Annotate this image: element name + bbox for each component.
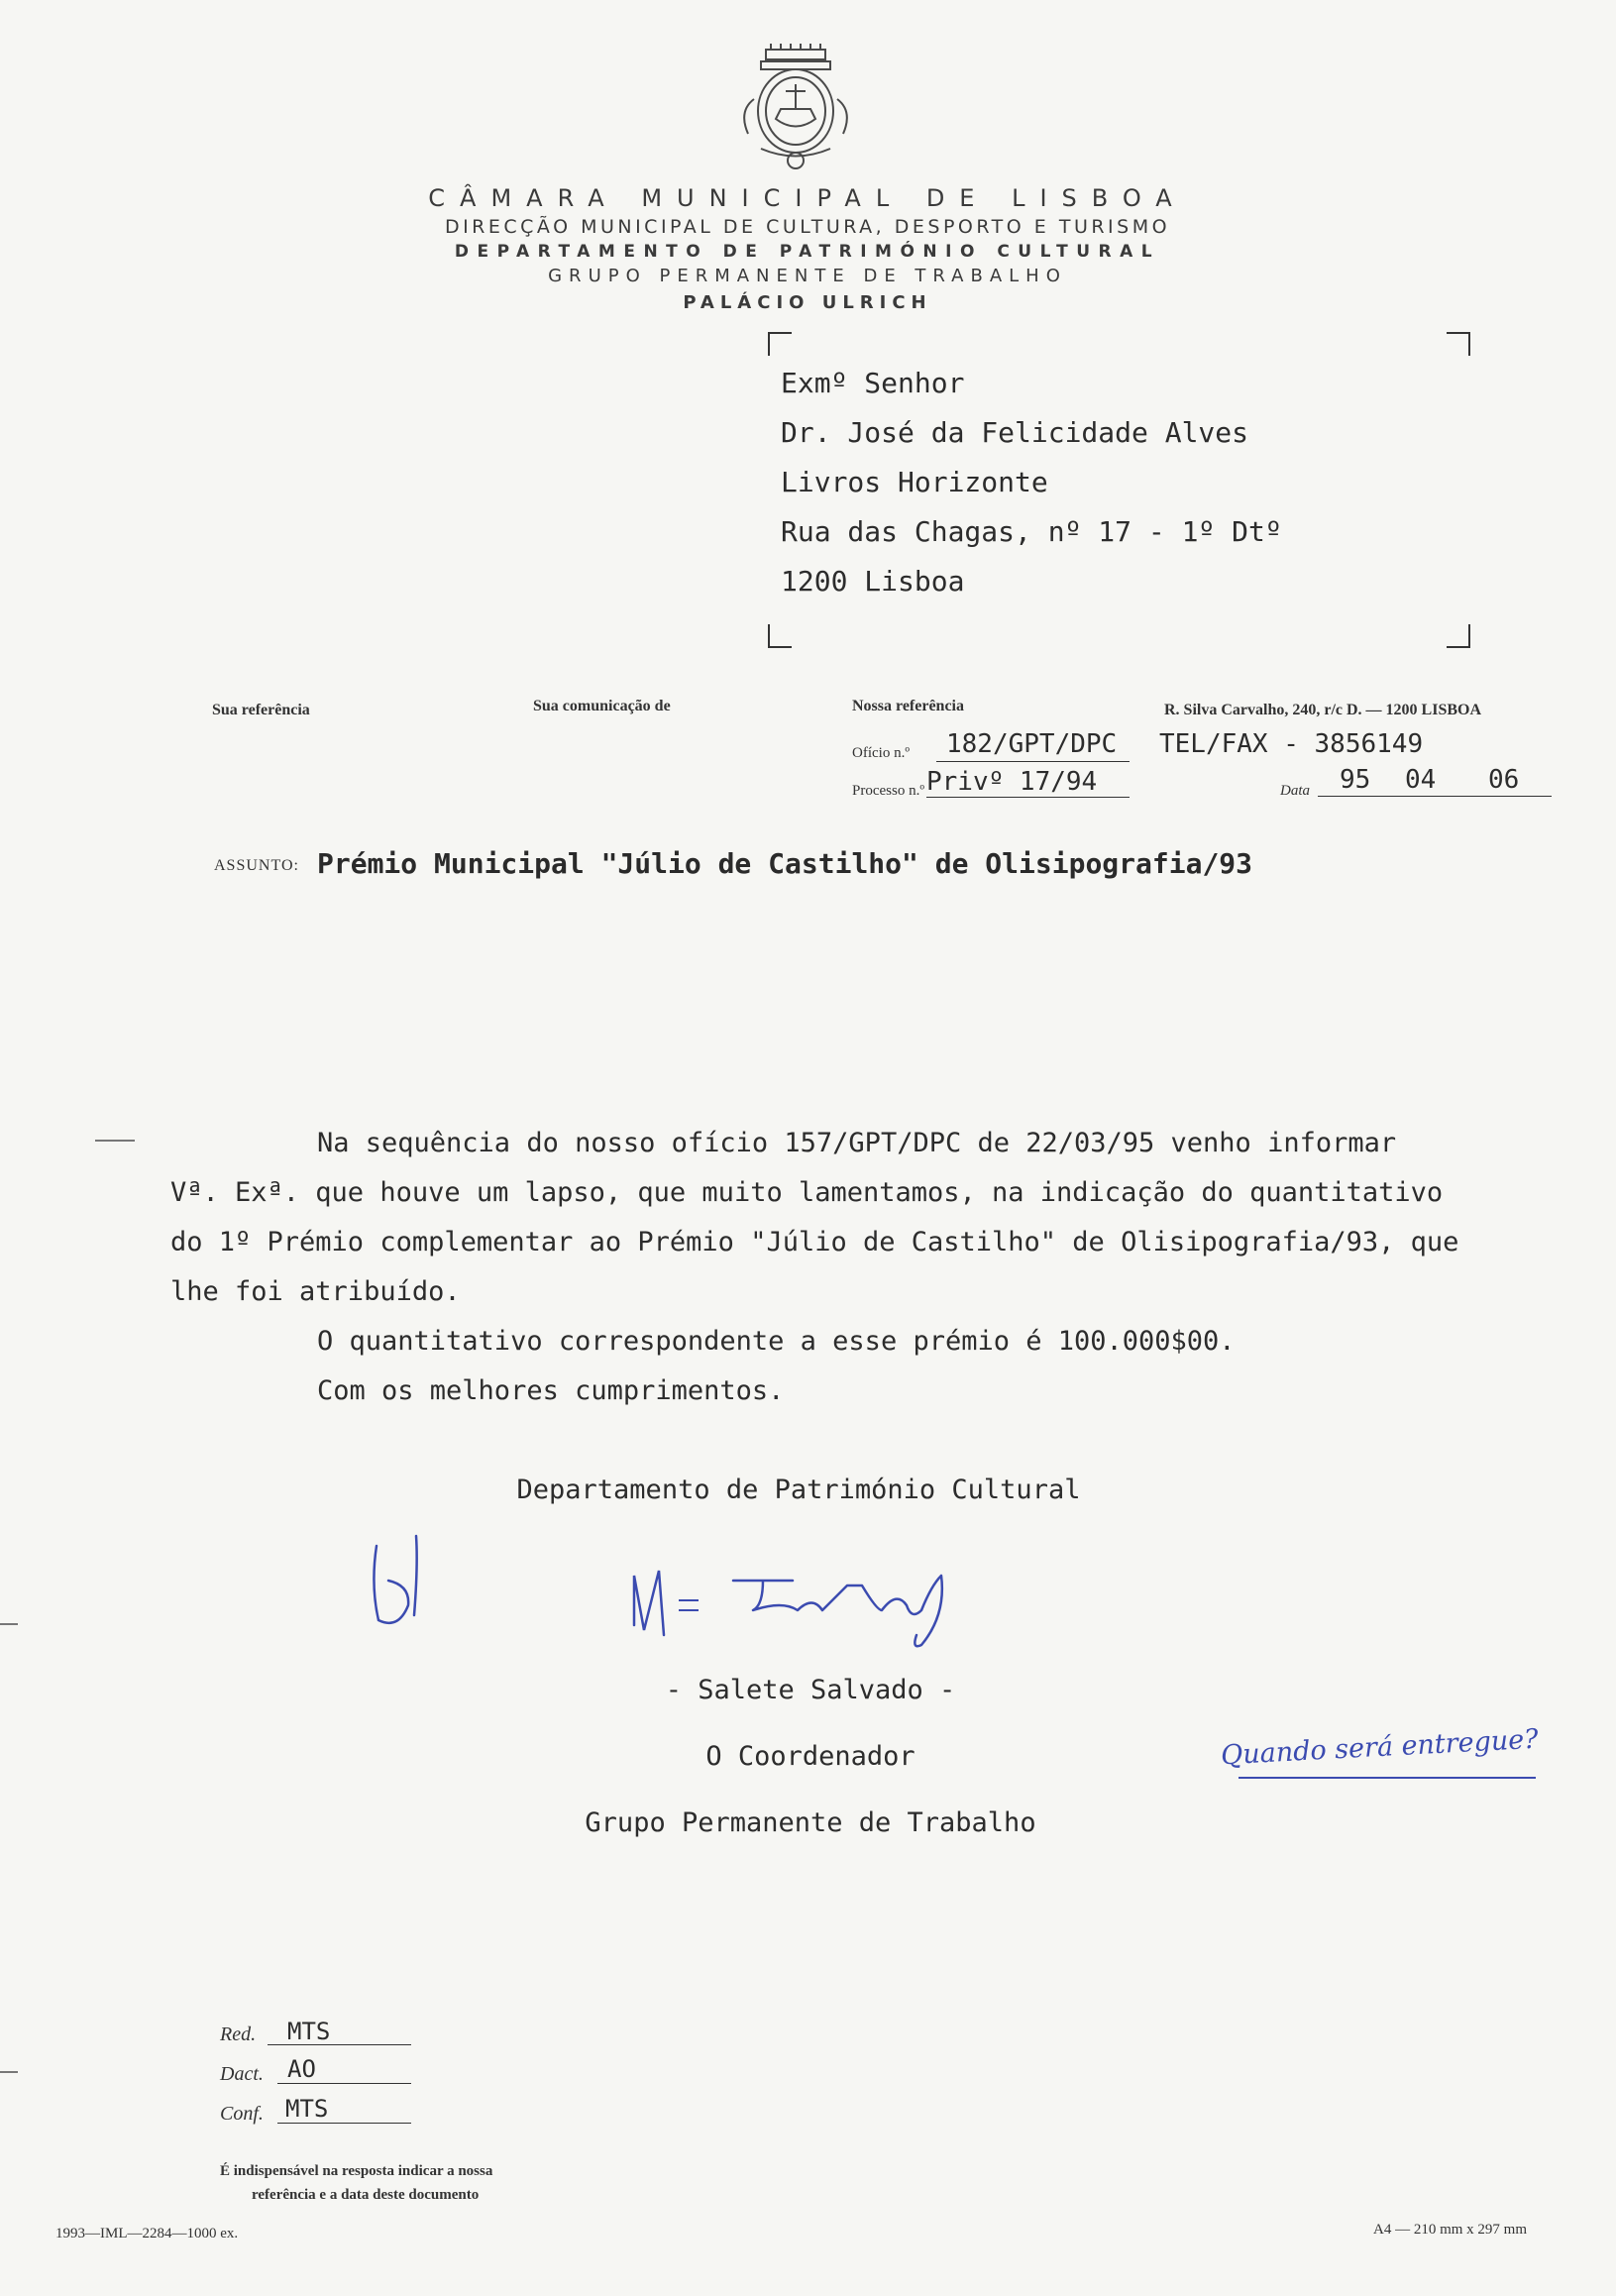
body-line: do 1º Prémio complementar ao Prémio "Júlio de Castilho" de Olisipografia/93, que <box>170 1227 1459 1257</box>
date-month: 04 <box>1405 765 1437 795</box>
fold-mark <box>0 1623 18 1625</box>
oficio-label: Ofício n.º <box>852 745 910 761</box>
letterhead-group: GRUPO PERMANENTE DE TRABALHO <box>548 266 1067 286</box>
tel-fax: TEL/FAX - 3856149 <box>1159 729 1424 759</box>
your-reference-label: Sua referência <box>212 702 310 718</box>
paper-size: A4 — 210 mm x 297 mm <box>1373 2222 1528 2238</box>
recipient-city: 1200 Lisboa <box>781 565 965 598</box>
address-window-corner <box>1447 624 1470 648</box>
body-line: lhe foi atribuído. <box>170 1276 461 1307</box>
body-line: Na sequência do nosso ofício 157/GPT/DPC de 22/03/95 venho informar <box>317 1128 1397 1158</box>
signatory-group: Grupo Permanente de Trabalho <box>585 1807 1036 1838</box>
recipient-street: Rua das Chagas, nº 17 - 1º Dtº <box>781 515 1282 548</box>
address-window-corner <box>1447 332 1470 356</box>
subject-label: ASSUNTO: <box>214 857 299 874</box>
body-line: O quantitativo correspondente a esse prémio é 100.000$00. <box>317 1326 1236 1357</box>
letterhead-palace: PALÁCIO ULRICH <box>683 292 932 313</box>
office-address: R. Silva Carvalho, 240, r/c D. — 1200 LISBOA <box>1164 702 1482 718</box>
dact-underline <box>277 2083 411 2084</box>
fold-mark <box>95 1140 135 1142</box>
lisbon-crest-emblem <box>726 40 865 178</box>
red-label: Red. <box>220 2023 257 2045</box>
signature-department: Departamento de Património Cultural <box>516 1475 1081 1505</box>
our-reference-label: Nossa referência <box>852 698 964 714</box>
address-window-corner <box>768 332 792 356</box>
processo-label: Processo n.º <box>852 783 924 799</box>
response-notice-line2: referência e a data deste documento <box>252 2187 480 2203</box>
print-code: 1993—IML—2284—1000 ex. <box>55 2226 239 2241</box>
letterhead-city-council: CÂMARA MUNICIPAL DE LISBOA <box>428 184 1187 212</box>
your-communication-label: Sua comunicação de <box>533 698 671 714</box>
date-label: Data <box>1280 783 1310 799</box>
address-window-corner <box>768 624 792 648</box>
response-notice-line1: É indispensável na resposta indicar a nossa <box>220 2163 493 2179</box>
signatory-role: O Coordenador <box>705 1741 916 1772</box>
red-underline <box>268 2044 411 2045</box>
oficio-number: 182/GPT/DPC <box>946 729 1118 759</box>
signatory-name: - Salete Salvado - <box>665 1675 956 1705</box>
red-value: MTS <box>287 2018 331 2045</box>
processo-number: Privº 17/94 <box>926 767 1098 797</box>
body-line: Com os melhores cumprimentos. <box>317 1375 785 1406</box>
handwritten-initials <box>369 1526 448 1635</box>
oficio-underline <box>936 761 1130 762</box>
conf-label: Conf. <box>220 2103 264 2125</box>
subject-text: Prémio Municipal "Júlio de Castilho" de Olisipografia/93 <box>317 847 1253 880</box>
conf-underline <box>277 2123 411 2124</box>
recipient-salutation: Exmº Senhor <box>781 367 965 399</box>
handwritten-note-underline <box>1239 1777 1536 1779</box>
recipient-name: Dr. José da Felicidade Alves <box>781 416 1249 449</box>
handwritten-note: Quando será entregue? <box>1220 1723 1540 1772</box>
handwritten-signature <box>624 1556 991 1665</box>
letterhead-directorate: DIRECÇÃO MUNICIPAL DE CULTURA, DESPORTO E TURISMO <box>444 216 1171 238</box>
conf-value: MTS <box>285 2095 329 2123</box>
date-day: 06 <box>1488 765 1520 795</box>
dact-value: AO <box>287 2055 316 2083</box>
date-underline <box>1318 796 1552 797</box>
recipient-company: Livros Horizonte <box>781 466 1048 498</box>
date-year: 95 <box>1340 765 1371 795</box>
letterhead-department: DEPARTAMENTO DE PATRIMÓNIO CULTURAL <box>454 242 1161 262</box>
dact-label: Dact. <box>220 2063 264 2085</box>
body-line: Vª. Exª. que houve um lapso, que muito lamentamos, na indicação do quantitativo <box>170 1177 1444 1208</box>
fold-mark <box>0 2071 18 2073</box>
processo-underline <box>926 797 1130 798</box>
